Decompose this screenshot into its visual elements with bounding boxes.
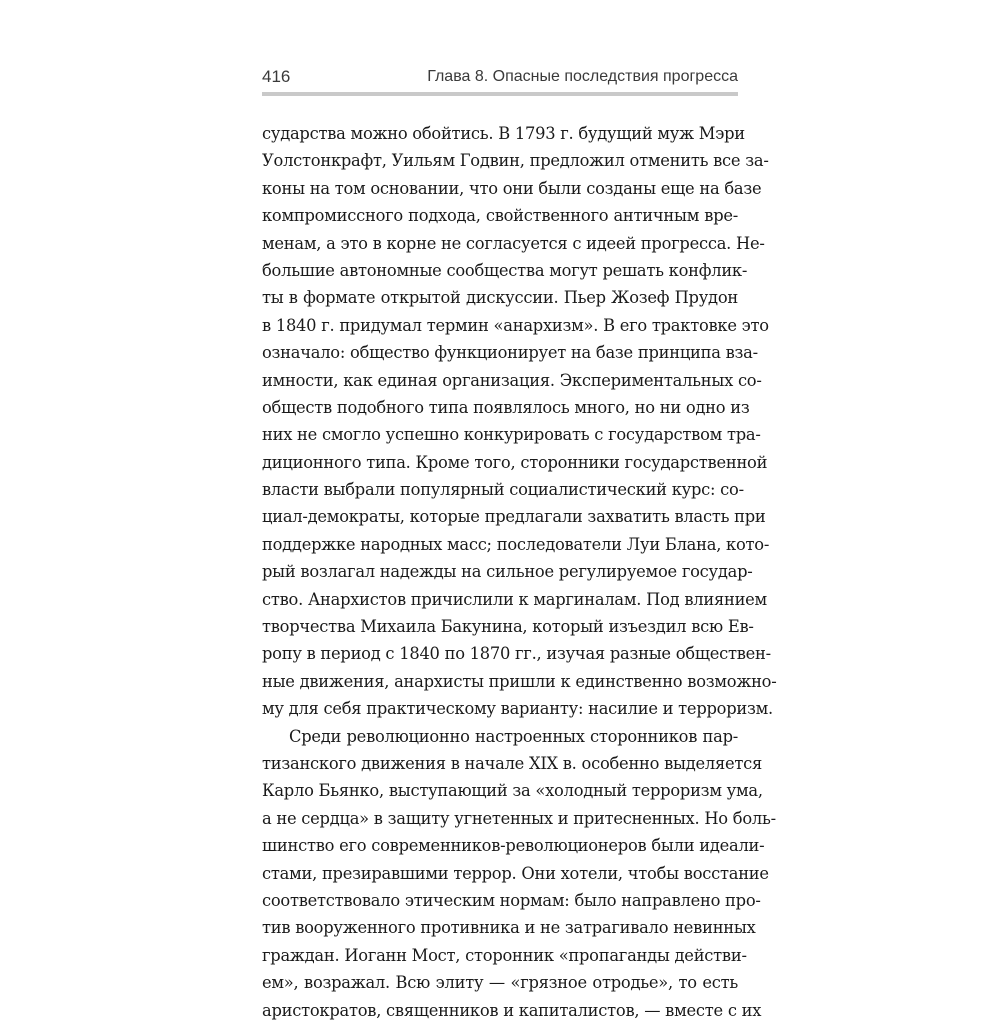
text-line: аристократов, священников и капиталистов, — вместе с их bbox=[262, 1000, 762, 1020]
text-line: имности, как единая организация. Экспериментальных со- bbox=[262, 370, 762, 390]
paragraph-1 bbox=[262, 120, 777, 723]
text-line: диционного типа. Кроме того, сторонники государственной bbox=[262, 452, 768, 472]
text-line: Уолстонкрафт, Уильям Годвин, предложил отменить все за- bbox=[262, 151, 769, 171]
text-line: менам, а это в корне не согласуется с идеей прогресса. Не- bbox=[262, 233, 765, 253]
text-line: а не сердца» в защиту угнетенных и притесненных. Но боль- bbox=[262, 808, 776, 828]
text-line: рый возлагал надежды на сильное регулируемое государ- bbox=[262, 562, 753, 582]
text-line: них не смогло успешно конкурировать с государством тра- bbox=[262, 425, 761, 445]
text-line: большие автономные сообщества могут решать конфлик- bbox=[262, 260, 748, 280]
text-line: Карло Бьянко, выступающий за «холодный терроризм ума, bbox=[262, 781, 763, 801]
text-line: шинство его современников-революционеров были идеали- bbox=[262, 836, 765, 856]
paragraph-2 bbox=[262, 723, 776, 1024]
text-line: му для себя практическому варианту: насилие и терроризм. bbox=[262, 699, 773, 719]
text-line: обществ подобного типа появлялось много, но ни одно из bbox=[262, 397, 750, 417]
body-text bbox=[262, 120, 777, 1024]
text-line: тизанского движения в начале XIX в. особенно выделяется bbox=[262, 753, 763, 773]
text-line: ство. Анархистов причислили к маргиналам. Под влиянием bbox=[262, 589, 767, 609]
page-number: 416 bbox=[262, 67, 291, 86]
text-line: граждан. Иоганн Мост, сторонник «пропаганды действи- bbox=[262, 945, 747, 965]
text-line: соответствовало этическим нормам: было направлено про- bbox=[262, 890, 761, 910]
text-line: ем», возражал. Всю элиту — «грязное отродье», то есть bbox=[262, 973, 738, 993]
text-line: творчества Михаила Бакунина, который изъездил всю Ев- bbox=[262, 617, 754, 637]
text-line: ты в формате открытой дискуссии. Пьер Жозеф Прудон bbox=[262, 288, 738, 308]
text-line: в 1840 г. придумал термин «анархизм». В его трактовке это bbox=[262, 315, 769, 335]
text-line: означало: общество функционирует на базе принципа вза- bbox=[262, 343, 758, 363]
text-line: компромиссного подхода, свойственного античным вре- bbox=[262, 206, 738, 226]
page-header bbox=[262, 66, 738, 94]
text-line: тив вооруженного противника и не затрагивало невинных bbox=[262, 918, 756, 938]
text-line: коны на том основании, что они были созданы еще на базе bbox=[262, 178, 762, 198]
header-rule bbox=[262, 92, 738, 96]
text-line: ропу в период с 1840 по 1870 гг., изучая разные обществен- bbox=[262, 644, 771, 664]
running-head: Глава 8. Опасные последствия прогресса bbox=[427, 68, 738, 85]
text-line: ные движения, анархисты пришли к единственно возможно- bbox=[262, 671, 777, 691]
text-line: Среди революционно настроенных сторонников пар- bbox=[289, 726, 738, 746]
text-line: власти выбрали популярный социалистический курс: со- bbox=[262, 480, 744, 500]
text-line: сударства можно обойтись. В 1793 г. будущий муж Мэри bbox=[262, 124, 745, 143]
text-line: циал-демократы, которые предлагали захватить власть при bbox=[262, 507, 766, 527]
text-line: стами, презиравшими террор. Они хотели, чтобы восстание bbox=[262, 863, 769, 883]
text-line: поддержке народных масс; последователи Луи Блана, кото- bbox=[262, 534, 770, 554]
